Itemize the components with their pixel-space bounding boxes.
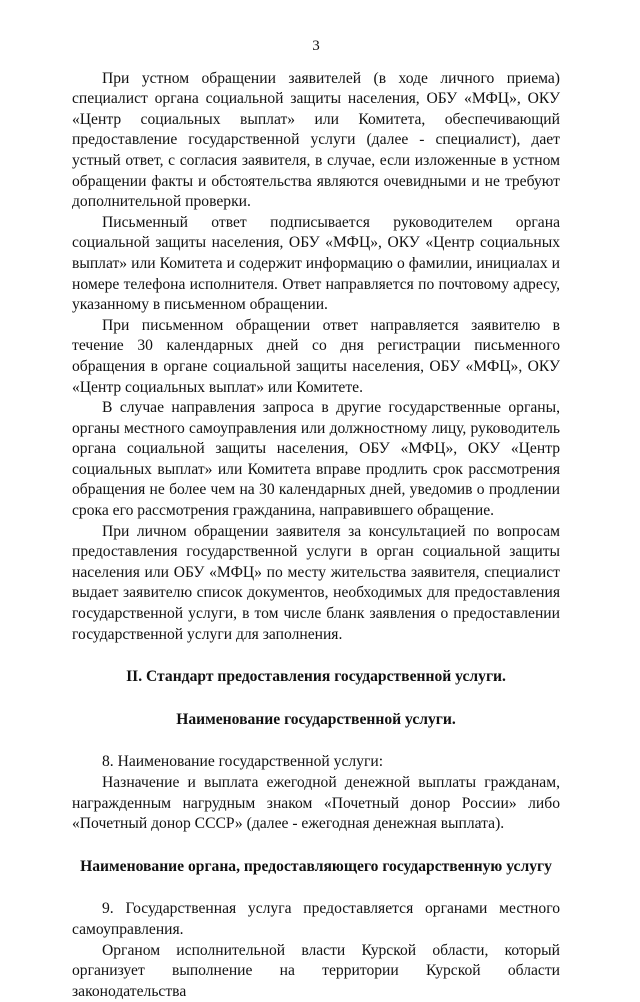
spacer [72,688,560,710]
paragraph-personal-consultation: При личном обращении заявителя за консультацией по вопросам предоставления государственной услуги в орган социальной защиты населения или ОБУ «МФЦ» по месту жительства заявителя, специалист выдает заявителю список документов, необходимых для предоставления государственной услуги, в том числе бланк заявления о предоставлении государственной услуги для заполнения. [72,522,560,643]
item-9-title: 9. Государственная услуга предоставляется органами местного самоуправления. [72,900,560,938]
paragraph-written-request-deadline: При письменном обращении ответ направляется заявителю в течение 30 календарных дней со дня регистрации письменного обращения в органе социальной защиты населения, ОБУ «МФЦ», ОКУ «Центр социальных выплат» или Комитете. [72,316,560,396]
section-heading: II. Стандарт предоставления государственной услуги. [126,668,506,686]
paragraph-written-answer: Письменный ответ подписывается руководителем органа социальной защиты населения, ОБУ «МФЦ», ОКУ «Центр социальных выплат» или Комитета и содержит информацию о фамилии, инициалах и номере телефона исполнителя. Ответ направляется по почтовому адресу, указанному в письменном обращении. [72,213,560,314]
item-8-title: 8. Наименование государственной услуги: [102,753,384,771]
spacer [72,877,560,899]
paragraph-extension: В случае направления запроса в другие государственные органы, органы местного самоуправления или должностному лицу, руководитель органа социальной защиты населения, ОБУ «МФЦ», ОКУ «Центр социальных выплат» или Комитета вправе продлить срок рассмотрения обращения не более чем на 30 календарных дней, уведомив о продлении срока его рассмотрения гражданина, направившего обращение. [72,399,560,520]
spacer [72,835,560,857]
spacer [72,645,560,667]
item-9-text: Органом исполнительной власти Курской области, который организует выполнение на территории Курской области законодательства [72,941,560,1000]
paragraph-oral-request: При устном обращении заявителей (в ходе личного приема) специалист органа социальной защиты населения, ОБУ «МФЦ», ОКУ «Центр социальных выплат» или Комитета, обеспечивающий предоставление государственной услуги (далее - специалист), дает устный ответ, с согласия заявителя, в случае, если изложенные в устном обращении факты и обстоятельства являются очевидными и не требуют дополнительной проверки. [72,69,560,211]
spacer [72,730,560,752]
page-number: 3 [312,38,320,54]
subheading-service-name: Наименование государственной услуги. [176,710,456,728]
item-8-text: Назначение и выплата ежегодной денежной выплаты гражданам, награжденным нагрудным знаком «Почетный донор России» либо «Почетный донор СССР» (далее - ежегодная денежная выплата). [72,774,560,833]
subheading-authority: Наименование органа, предоставляющего государственную услугу [80,857,552,875]
